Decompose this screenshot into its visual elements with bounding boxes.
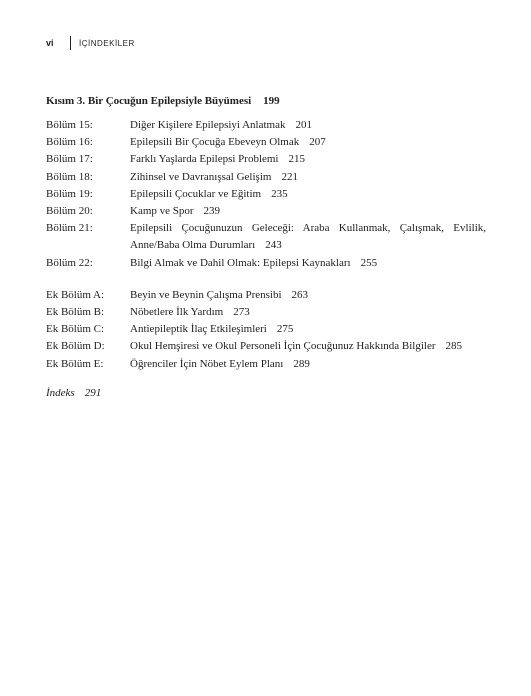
appendix-title-text: Öğrenciler İçin Nöbet Eylem Planı bbox=[130, 357, 284, 370]
chapter-page: 215 bbox=[288, 153, 305, 166]
appendix-title bbox=[130, 321, 486, 338]
appendix-number: Ek Bölüm E: bbox=[46, 357, 104, 370]
table-of-contents bbox=[46, 94, 486, 401]
chapter-page: 243 bbox=[265, 239, 282, 252]
appendix-page: 273 bbox=[233, 306, 250, 319]
appendix-page: 263 bbox=[291, 288, 309, 301]
chapter-title bbox=[130, 203, 486, 220]
appendix-page: 275 bbox=[276, 323, 294, 336]
appendix-title-text: Okul Hemşiresi ve Okul Personeli İçin Çocuğunuz Hakkında Bilgiler bbox=[130, 340, 436, 353]
chapter-page: 239 bbox=[203, 205, 221, 218]
chapter-title-continued bbox=[130, 237, 486, 254]
appendix-title bbox=[130, 287, 486, 304]
toc-appendix-entry bbox=[46, 338, 486, 355]
chapter-title-text: Epilepsili Çocuğunuzun Geleceği: Araba Kullanmak, Çalışmak, Evlilik, bbox=[130, 222, 486, 235]
toc-entry bbox=[46, 255, 486, 272]
toc-entry bbox=[46, 220, 486, 254]
appendix-title bbox=[130, 356, 486, 373]
appendix-number: Ek Bölüm A: bbox=[46, 288, 105, 301]
appendix-title-text: Nöbetlere İlk Yardım bbox=[130, 306, 224, 319]
chapter-title bbox=[130, 134, 486, 151]
chapter-title bbox=[130, 117, 486, 134]
chapter-title-text-line2: Anne/Baba Olma Durumları bbox=[130, 239, 256, 252]
appendix-title bbox=[130, 304, 486, 321]
toc-appendix-entry bbox=[46, 321, 486, 338]
chapter-number: Bölüm 20: bbox=[46, 205, 93, 218]
chapter-page: 221 bbox=[281, 170, 298, 183]
chapter-number: Bölüm 15: bbox=[46, 119, 93, 131]
chapter-page: 255 bbox=[360, 256, 378, 269]
toc-entry bbox=[46, 169, 486, 186]
appendix-title bbox=[130, 338, 486, 355]
chapter-page: 201 bbox=[295, 119, 312, 131]
part-heading bbox=[46, 94, 486, 109]
chapter-title bbox=[130, 220, 486, 254]
chapter-title-text: Bilgi Almak ve Dahil Olmak: Epilepsi Kaynakları bbox=[130, 256, 351, 269]
running-header bbox=[46, 36, 135, 50]
toc-entry bbox=[46, 203, 486, 220]
chapter-number: Bölüm 18: bbox=[46, 170, 93, 183]
chapter-title-text: Farklı Yaşlarda Epilepsi Problemi bbox=[130, 153, 279, 166]
header-divider bbox=[70, 36, 71, 50]
chapter-title-text: Diğer Kişilere Epilepsiyi Anlatmak bbox=[130, 119, 286, 131]
toc-appendix-entry bbox=[46, 287, 486, 304]
chapter-title-text: Epilepsili Çocuklar ve Eğitim bbox=[130, 187, 262, 200]
toc-entry bbox=[46, 151, 486, 168]
chapter-number: Bölüm 21: bbox=[46, 222, 93, 235]
chapter-number: Bölüm 22: bbox=[46, 256, 93, 269]
chapter-title-text: Kamp ve Spor bbox=[130, 205, 194, 218]
index-label: İndeks bbox=[46, 386, 75, 399]
header-title: İÇİNDEKİLER bbox=[79, 38, 135, 48]
appendix-number: Ek Bölüm B: bbox=[46, 306, 105, 319]
chapter-title bbox=[130, 186, 486, 203]
appendix-title-text: Antiepileptik İlaç Etkileşimleri bbox=[130, 323, 267, 336]
page-number: vi bbox=[46, 38, 54, 48]
toc-entry bbox=[46, 186, 486, 203]
chapter-title-text: Epilepsili Bir Çocuğa Ebeveyn Olmak bbox=[130, 136, 300, 149]
chapter-title bbox=[130, 255, 486, 272]
toc-entry bbox=[46, 134, 486, 151]
index-page: 291 bbox=[84, 386, 102, 399]
chapter-number: Bölüm 19: bbox=[46, 187, 93, 200]
appendix-page: 285 bbox=[445, 340, 462, 353]
chapter-number: Bölüm 16: bbox=[46, 136, 93, 149]
index-entry bbox=[46, 386, 486, 401]
appendix-page: 289 bbox=[293, 357, 310, 370]
chapter-number: Bölüm 17: bbox=[46, 153, 93, 166]
appendix-number: Ek Bölüm C: bbox=[46, 323, 105, 336]
part-title: Kısım 3. Bir Çocuğun Epilepsiyle Büyümesi bbox=[46, 95, 252, 107]
appendix-title-text: Beyin ve Beynin Çalışma Prensibi bbox=[130, 288, 282, 301]
toc-appendix-entry bbox=[46, 356, 486, 373]
chapter-page: 207 bbox=[309, 136, 326, 149]
chapter-title-text: Zihinsel ve Davranışsal Gelişim bbox=[130, 170, 272, 183]
section-gap bbox=[46, 272, 486, 287]
appendix-number: Ek Bölüm D: bbox=[46, 340, 105, 353]
part-page: 199 bbox=[263, 95, 280, 107]
toc-appendix-entry bbox=[46, 304, 486, 321]
chapter-page: 235 bbox=[271, 187, 288, 200]
toc-entry bbox=[46, 117, 486, 134]
chapter-title bbox=[130, 151, 486, 168]
chapter-title bbox=[130, 169, 486, 186]
